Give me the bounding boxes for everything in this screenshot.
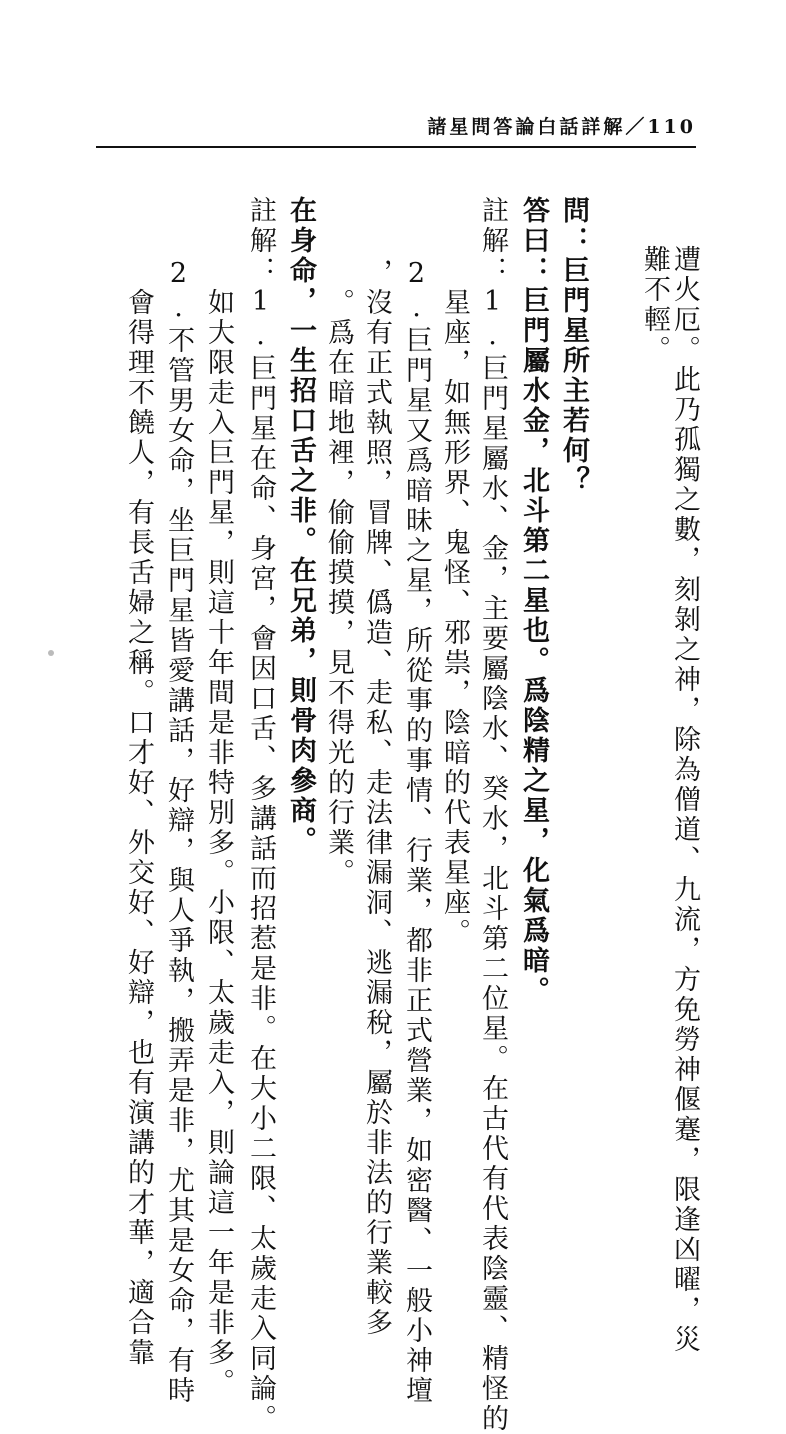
paper-speck xyxy=(48,650,54,656)
verse-line: 在身命，一生招口舌之非。在兄弟，則骨肉參商。 xyxy=(285,196,316,856)
running-header: 諸星問答論白話詳解／110 xyxy=(427,116,696,138)
note-1-line-2: 星座，如無形界、鬼怪、邪祟，陰暗的代表星座。 xyxy=(439,288,470,948)
note-1-line-1: 註解：1.巨門星屬水、金，主要屬陰水、癸水，北斗第二位星。在古代有代表陰靈、精怪的 xyxy=(477,196,508,1434)
note-3-line-1: 註解：1.巨門星在命、身宮，會因口舌、多講話而招惹是非。在大小二限、太歲走入同論。 xyxy=(245,196,276,1434)
text-column-1: 遭火厄。此乃孤獨之數，刻剝之神，除為僧道、九流，方免勞神偃蹇，限逢凶曜，災 xyxy=(669,245,700,1355)
question-heading: 問：巨門星所主若何？ xyxy=(558,196,589,496)
note-4-line-2: 會得理不饒人，有長舌婦之稱。口才好、外交好、好辯，也有演講的才華，適合靠 xyxy=(123,288,154,1368)
note-2-line-1: 2.巨門星又爲暗昧之星，所從事的事情、行業，都非正式營業，如密醫、一般小神壇 xyxy=(401,258,432,1406)
note-2-line-3: 。爲在暗地裡，偷偷摸摸，見不得光的行業。 xyxy=(323,288,354,888)
note-4-line-1: 2.不管男女命，坐巨門星皆愛講話，好辯，與人爭執，搬弄是非，尤其是女命，有時 xyxy=(163,258,194,1406)
text-column-2: 難不輕。 xyxy=(639,245,670,365)
answer-line: 答曰：巨門屬水金，北斗第二星也。爲陰精之星，化氣爲暗。 xyxy=(518,196,549,1006)
header-rule xyxy=(96,146,696,148)
note-2-line-2: ，沒有正式執照，冒牌、僞造、走私、走法律漏洞、逃漏稅，屬於非法的行業較多 xyxy=(361,258,392,1338)
note-3-line-2: 如大限走入巨門星，則這十年間是非特別多。小限、太歲走入，則論這一年是非多。 xyxy=(203,288,234,1398)
